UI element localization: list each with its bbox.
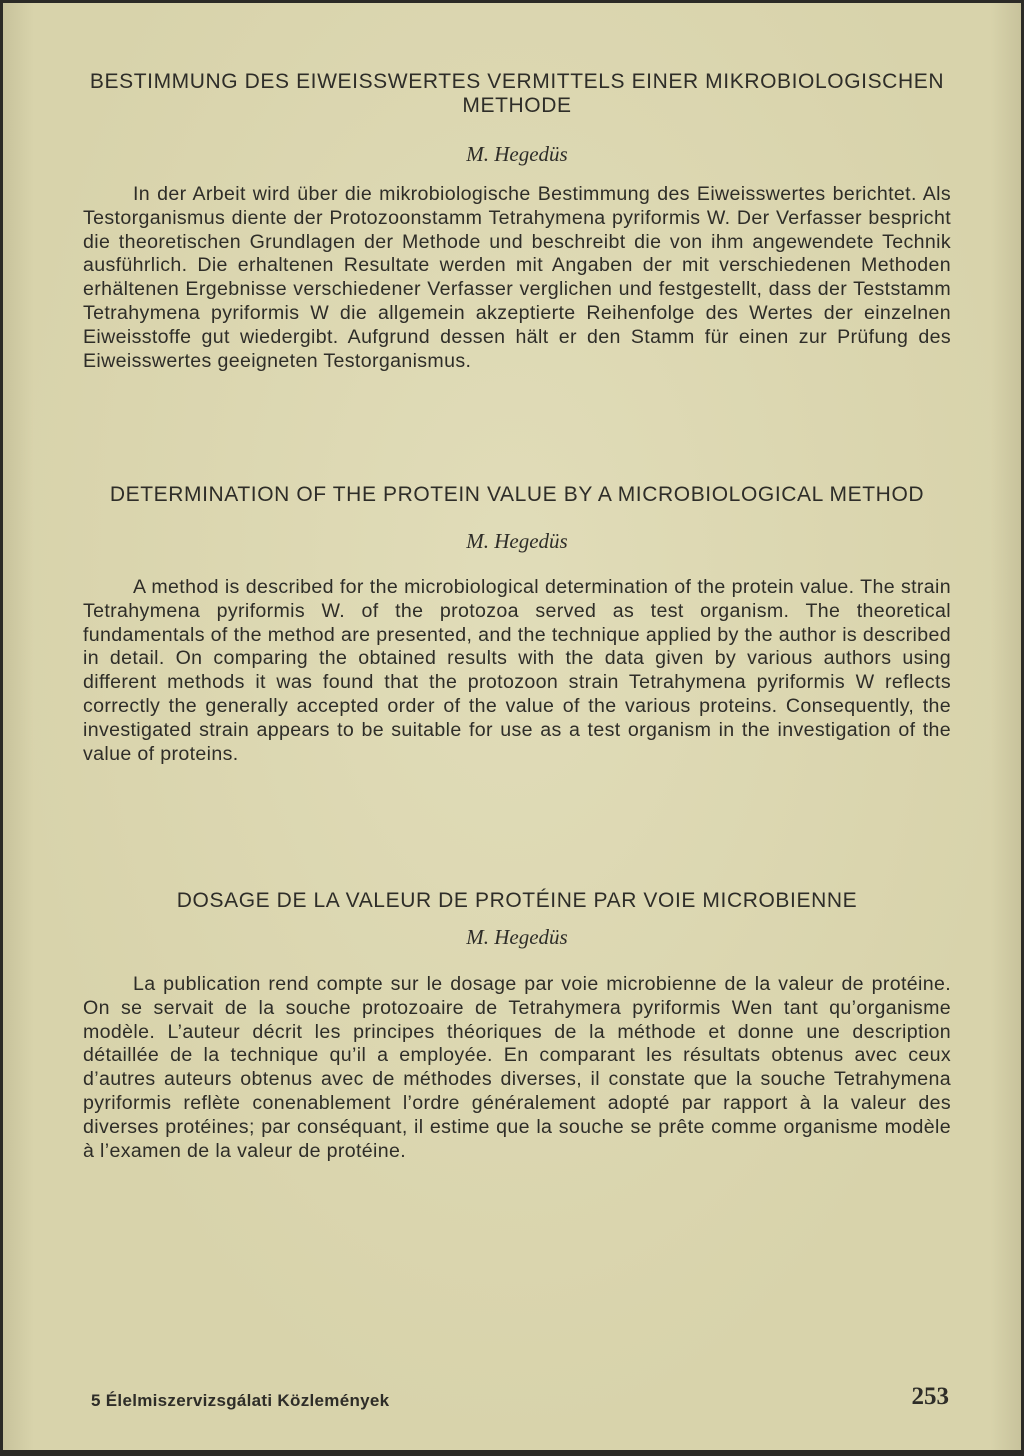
- abstract-section-german: [83, 70, 951, 373]
- section-abstract: La publication rend compte sur le dosage par voie microbienne de la valeur de protéine. On se servait de la souche protozoaire de Tetrahymera pyriformis Wen tant qu’organisme modèle. L’auteur décrit les principes théoriques de la méthode et donne une description détaillée de la technique qu’il a employée. En comparant les résultats obtenus avec ceux d’autres auteurs obtenus avec de méthodes diverses, il constate que la souche Tetrahymena pyriformis reflète conenablement l’ordre généralement adopté par rapport à la valeur des diverses protéines; par conséquant, il estime que la souche se prête comme organisme modèle à l’examen de la valeur de protéine.: [83, 973, 951, 1162]
- section-author: M. Hegedüs: [466, 529, 568, 553]
- section-abstract: In der Arbeit wird über die mikrobiologische Bestimmung des Eiweisswertes berichtet. Als Testorganismus diente der Protozoonstamm Tetrahymena pyriformis W. Der Verfasser bespricht die theoretischen Grundlagen der Methode und beschreibt die von ihm angewendete Technik ausführlich. Die erhaltenen Resultate werden mit Angaben der mit verschiedenen Methoden erhältenen Ergebnisse verschiedener Verfasser verglichen und festgestellt, dass der Teststamm Tetrahymena pyriformis W die allgemein akzeptierte Reihenfolge des Wertes der einzelnen Eiweisstoffe gut wiedergibt. Aufgrund dessen hält er den Stamm für einen zur Prüfung des Eiweisswertes geeigneten Testorganismus.: [83, 183, 951, 372]
- footer-journal-name: 5 Élelmiszervizsgálati Közlemények: [91, 1391, 390, 1410]
- section-author: M. Hegedüs: [466, 142, 568, 166]
- abstract-section-french: [83, 889, 951, 1163]
- page-number: 253: [911, 1383, 949, 1410]
- section-title: DETERMINATION OF THE PROTEIN VALUE BY A MICROBIOLOGICAL METHOD: [109, 483, 925, 506]
- abstract-section-english: [83, 483, 951, 766]
- section-abstract: A method is described for the microbiological determination of the protein value. The strain Tetrahymena pyriformis W. of the protozoa served as test organism. The theoretical fundamentals of the method are presented, and the technique applied by the author is described in detail. On comparing the obtained results with the data given by various authors using different methods it was found that the protozoon strain Tetrahymena pyriformis W reflects correctly the generally accepted order of the value of the various proteins. Consequently, the investigated strain appears to be suitable for use as a test organism in the investigation of the value of proteins.: [83, 576, 951, 765]
- section-title: BESTIMMUNG DES EIWEISSWERTES VERMITTELS EINER MIKROBIOLOGISCHEN METHODE: [89, 70, 945, 117]
- section-author: M. Hegedüs: [466, 925, 568, 949]
- section-title: DOSAGE DE LA VALEUR DE PROTÉINE PAR VOIE MICROBIENNE: [176, 889, 858, 912]
- document-page: [3, 3, 1021, 1450]
